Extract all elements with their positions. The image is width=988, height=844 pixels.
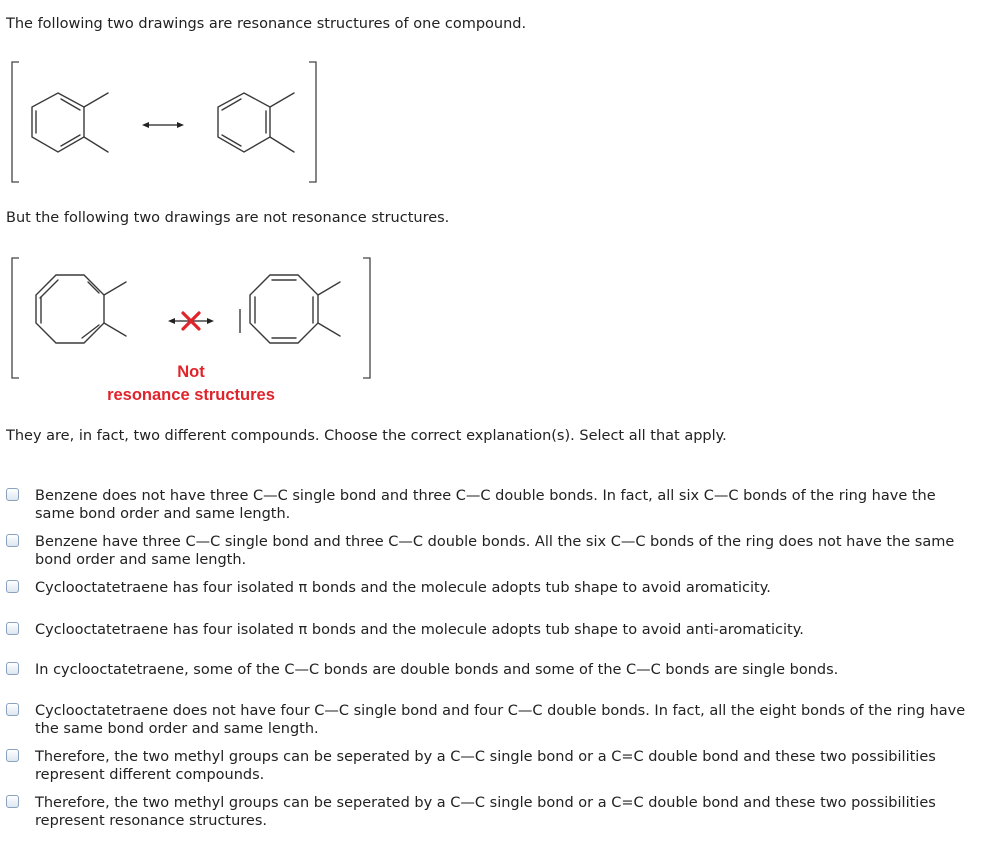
benzene-structure-b	[218, 93, 294, 152]
option-label: Cyclooctatetraene has four isolated π bonds and the molecule adopts tub shape to avoid aromaticity.	[35, 580, 771, 596]
option-7[interactable]	[6, 748, 978, 784]
option-label: Therefore, the two methyl groups can be seperated by a C—C single bond or a C=C double bond and these two possibilities represent resonance structures.	[35, 795, 936, 829]
option-2[interactable]	[6, 533, 978, 569]
option-1[interactable]	[6, 487, 978, 523]
second-text: But the following two drawings are not resonance structures.	[6, 210, 450, 226]
option-checkbox[interactable]	[6, 703, 19, 716]
cot-structure-b	[250, 275, 340, 343]
option-label: Benzene does not have three C—C single bond and three C—C double bonds. In fact, all six C—C bonds of the ring have the same bond order and same length.	[35, 488, 936, 522]
option-8[interactable]	[6, 794, 978, 830]
option-label: Cyclooctatetraene does not have four C—C single bond and four C—C double bonds. In fact, all the eight bonds of the ring have the same bond order and same length.	[35, 703, 966, 737]
question-text: They are, in fact, two different compounds. Choose the correct explanation(s). Select all that apply.	[6, 428, 727, 444]
intro-text: The following two drawings are resonance structures of one compound.	[6, 16, 527, 32]
option-4[interactable]	[6, 621, 978, 639]
option-checkbox[interactable]	[6, 534, 19, 547]
benzene-resonance-diagram	[0, 55, 340, 190]
option-checkbox[interactable]	[6, 749, 19, 762]
option-3[interactable]	[6, 579, 978, 597]
option-checkbox[interactable]	[6, 795, 19, 808]
cot-structure-a	[36, 275, 126, 343]
resonance-arrow	[142, 122, 184, 128]
not-resonance-label	[96, 361, 286, 407]
option-6[interactable]	[6, 702, 978, 738]
benzene-resonance-svg	[0, 55, 340, 190]
option-label: Therefore, the two methyl groups can be seperated by a C—C single bond or a C=C double bond and these two possibilities represent different compounds.	[35, 749, 936, 783]
left-bracket	[12, 62, 19, 182]
option-checkbox[interactable]	[6, 488, 19, 501]
left-bracket	[12, 258, 19, 378]
option-label: Cyclooctatetraene has four isolated π bonds and the molecule adopts tub shape to avoid anti-aromaticity.	[35, 622, 804, 638]
option-label: Benzene have three C—C single bond and three C—C double bonds. All the six C—C bonds of the ring does not have the same bond order and same length.	[35, 534, 955, 568]
option-checkbox[interactable]	[6, 580, 19, 593]
option-checkbox[interactable]	[6, 622, 19, 635]
right-bracket	[309, 62, 316, 182]
option-5[interactable]	[6, 661, 978, 679]
option-label: In cyclooctatetraene, some of the C—C bonds are double bonds and some of the C—C bonds are single bonds.	[35, 662, 839, 678]
not-resonance-arrow	[168, 313, 214, 329]
option-checkbox[interactable]	[6, 662, 19, 675]
not-label-line1: Not	[177, 363, 205, 381]
not-label-line2: resonance structures	[107, 386, 275, 404]
benzene-structure-a	[32, 93, 108, 152]
right-bracket	[363, 258, 370, 378]
